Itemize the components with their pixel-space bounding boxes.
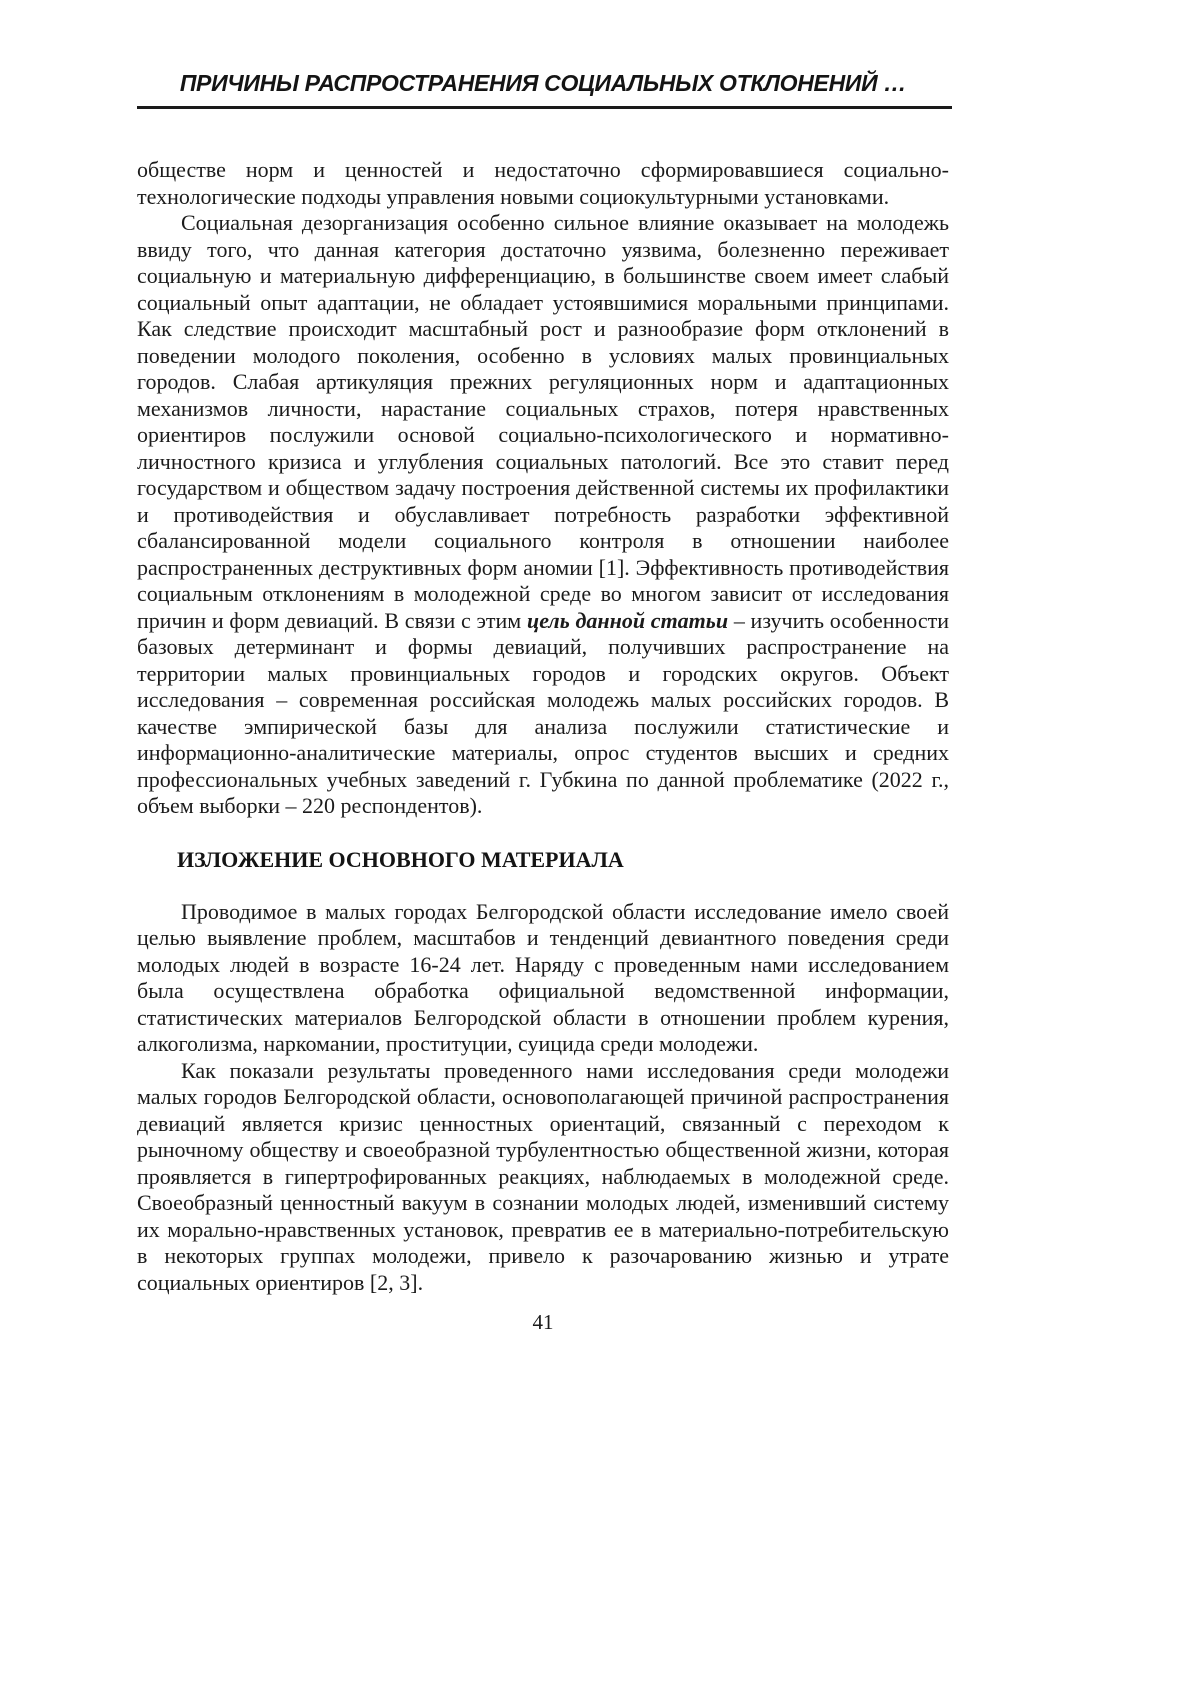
text-segment: Как показали результаты проведенного нами исследования среди молодежи малых городов Белгородской области, основополагающей причиной распространения девиаций является кризис ценностных ориентаций, связанный с переходом к рыночному обществу и своеобразной турбулентностью общественной жизни, которая проявляется в гипертрофированных реакциях, наблюдаемых в молодежной среде. Своеобразный ценностный вакуум в сознании молодых людей, изменивший систему их морально-нравственных установок, превратив ее в материально-потребительскую в некоторых группах молодежи, привело к разочарованию жизнью и утрате социальных ориентиров [2, 3]. <box>137 1057 949 1295</box>
article-body <box>137 157 949 1296</box>
text-segment: цель данной статьи <box>526 607 729 633</box>
text-column <box>137 70 949 1296</box>
paragraph <box>137 899 949 1058</box>
paragraph <box>137 210 949 820</box>
paragraph <box>137 1058 949 1297</box>
main-paragraphs <box>137 899 949 1297</box>
section-heading: ИЗЛОЖЕНИЕ ОСНОВНОГО МАТЕРИАЛА <box>177 846 624 872</box>
paragraph <box>137 157 949 210</box>
running-header: ПРИЧИНЫ РАСПРОСТРАНЕНИЯ СОЦИАЛЬНЫХ ОТКЛОНЕНИЙ … <box>179 70 907 96</box>
intro-paragraphs <box>137 157 949 820</box>
text-segment: Проводимое в малых городах Белгородской области исследование имело своей целью выявление проблем, масштабов и тенденций девиантного поведения среди молодых людей в возрасте 16-24 лет. Наряду с проведенным нами исследованием была осуществлена обработка официальной ведомственной информации, статистических материалов Белгородской области в отношении проблем курения, алкоголизма, наркомании, проституции, суицида среди молодежи. <box>137 898 949 1056</box>
text-segment: Социальная дезорганизация особенно сильное влияние оказывает на молодежь ввиду того, что данная категория достаточно уязвима, болезненно переживает социальную и материальную дифференциацию, в большинстве своем имеет слабый социальный опыт адаптации, не обладает устоявшимися моральными принципами. Как следствие происходит масштабный рост и разнообразие форм отклонений в поведении молодого поколения, особенно в условиях малых провинциальных городов. Слабая артикуляция прежних регуляционных норм и адаптационных механизмов личности, нарастание социальных страхов, потеря нравственных ориентиров послужили основой социально-психологического и нормативно-личностного кризиса и углубления социальных патологий. Все это ставит перед государством и обществом задачу построения действенной системы их профилактики и противодействия и обуславливает потребность разработки эффективной сбалансированной модели социального контроля в отношении наиболее распространенных деструктивных форм аномии [1]. Эффективность противодействия социальным отклонениям в молодежной среде во многом зависит от исследования причин и форм девиаций. В связи с этим <box>137 210 949 633</box>
page-number: 41 <box>532 1310 554 1334</box>
text-segment: – изучить особенности базовых детерминант и формы девиаций, получивших распространение на территории малых провинциальных городов и городских округов. Объект исследования – современная российская молодежь малых российских городов. В качестве эмпирической базы для анализа послужили статистические и информационно-аналитические материалы, опрос студентов высших и средних профессиональных учебных заведений г. Губкина по данной проблематике (2022 г., объем выборки – 220 респондентов). <box>137 607 950 818</box>
header-rule <box>137 106 952 109</box>
text-segment: обществе норм и ценностей и недостаточно сформировавшиеся социально-технологические подходы управления новыми социокультурными установками. <box>137 157 949 209</box>
